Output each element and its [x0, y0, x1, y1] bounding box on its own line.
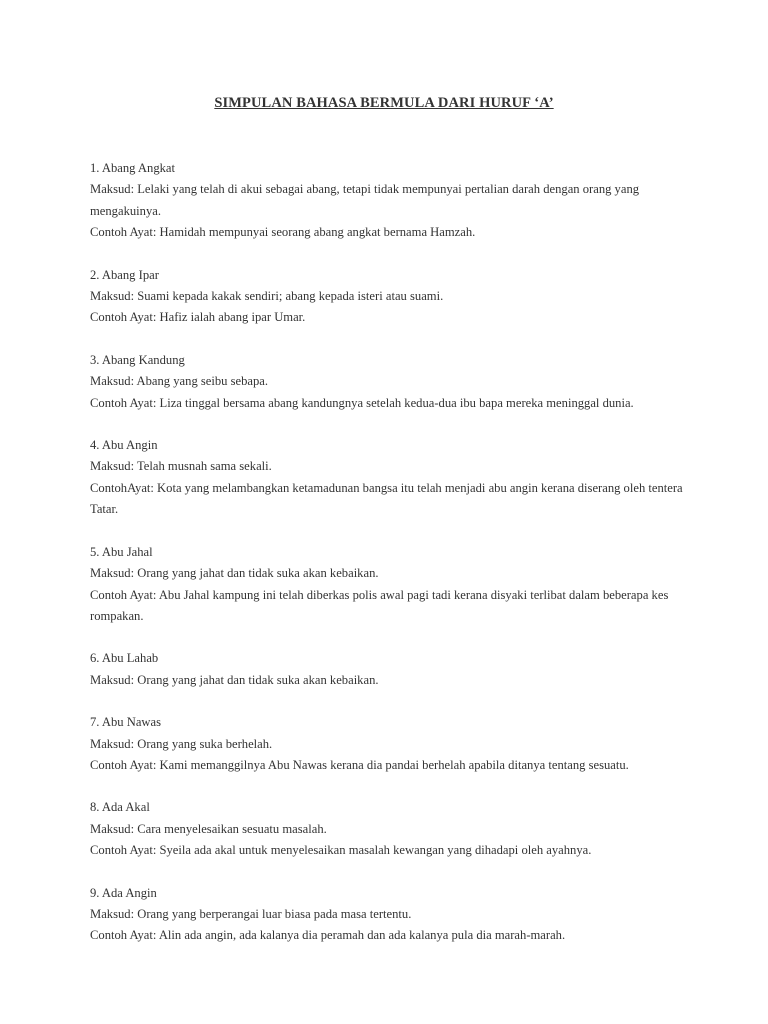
list-item	[90, 648, 690, 691]
entry-example: Contoh Ayat: Kami memanggilnya Abu Nawas kerana dia pandai berhelah apabila ditanya tentang sesuatu.	[90, 757, 629, 772]
list-item	[90, 542, 690, 628]
entry-example: Contoh Ayat: Hafiz ialah abang ipar Umar.	[90, 310, 306, 325]
entry-heading: 2. Abang Ipar	[90, 267, 159, 282]
list-item	[90, 350, 690, 414]
entry-meaning: Maksud: Orang yang berperangai luar biasa pada masa tertentu.	[90, 906, 412, 921]
entry-meaning: Maksud: Cara menyelesaikan sesuatu masalah.	[90, 821, 327, 836]
entry-example: Contoh Ayat: Hamidah mempunyai seorang abang angkat bernama Hamzah.	[90, 225, 476, 240]
list-item	[90, 797, 690, 861]
entry-meaning: Maksud: Lelaki yang telah di akui sebagai abang, tetapi tidak mempunyai pertalian darah dengan orang yang mengakuinya.	[90, 182, 640, 218]
entry-meaning: Maksud: Orang yang jahat dan tidak suka akan kebaikan.	[90, 672, 379, 687]
entry-heading: 5. Abu Jahal	[90, 544, 153, 559]
entry-example: Contoh Ayat: Liza tinggal bersama abang kandungnya setelah kedua-dua ibu bapa mereka meninggal dunia.	[90, 395, 634, 410]
entry-heading: 7. Abu Nawas	[90, 715, 162, 730]
list-item	[90, 158, 690, 244]
entry-example: ContohAyat: Kota yang melambangkan ketamadunan bangsa itu telah menjadi abu angin kerana diserang oleh tentera Tatar.	[90, 480, 683, 517]
list-item	[90, 435, 690, 521]
list-item	[90, 265, 690, 329]
page-title: SIMPULAN BAHASA BERMULA DARI HURUF ‘A’	[214, 95, 554, 111]
entry-meaning: Maksud: Telah musnah sama sekali.	[90, 459, 272, 474]
entry-example: Contoh Ayat: Abu Jahal kampung ini telah diberkas polis awal pagi tadi kerana disyaki terlibat dalam beberapa kes rompakan.	[90, 587, 669, 623]
entry-heading: 3. Abang Kandung	[90, 352, 185, 367]
list-item	[90, 712, 690, 776]
list-item	[90, 883, 690, 947]
entry-meaning: Maksud: Suami kepada kakak sendiri; abang kepada isteri atau suami.	[90, 289, 444, 304]
entry-heading: 1. Abang Angkat	[90, 161, 176, 175]
entry-example: Contoh Ayat: Alin ada angin, ada kalanya dia peramah dan ada kalanya pula dia marah-marah.	[90, 928, 566, 943]
entry-list	[90, 158, 690, 968]
entry-heading: 9. Ada Angin	[90, 885, 157, 900]
entry-heading: 8. Ada Akal	[90, 800, 150, 815]
entry-heading: 6. Abu Lahab	[90, 651, 159, 666]
entry-meaning: Maksud: Orang yang jahat dan tidak suka akan kebaikan.	[90, 566, 379, 581]
entry-heading: 4. Abu Angin	[90, 438, 158, 453]
entry-meaning: Maksud: Orang yang suka berhelah.	[90, 736, 273, 751]
entry-meaning: Maksud: Abang yang seibu sebapa.	[90, 374, 269, 389]
entry-example: Contoh Ayat: Syeila ada akal untuk menyelesaikan masalah kewangan yang dihadapi oleh ayahnya.	[90, 843, 592, 858]
